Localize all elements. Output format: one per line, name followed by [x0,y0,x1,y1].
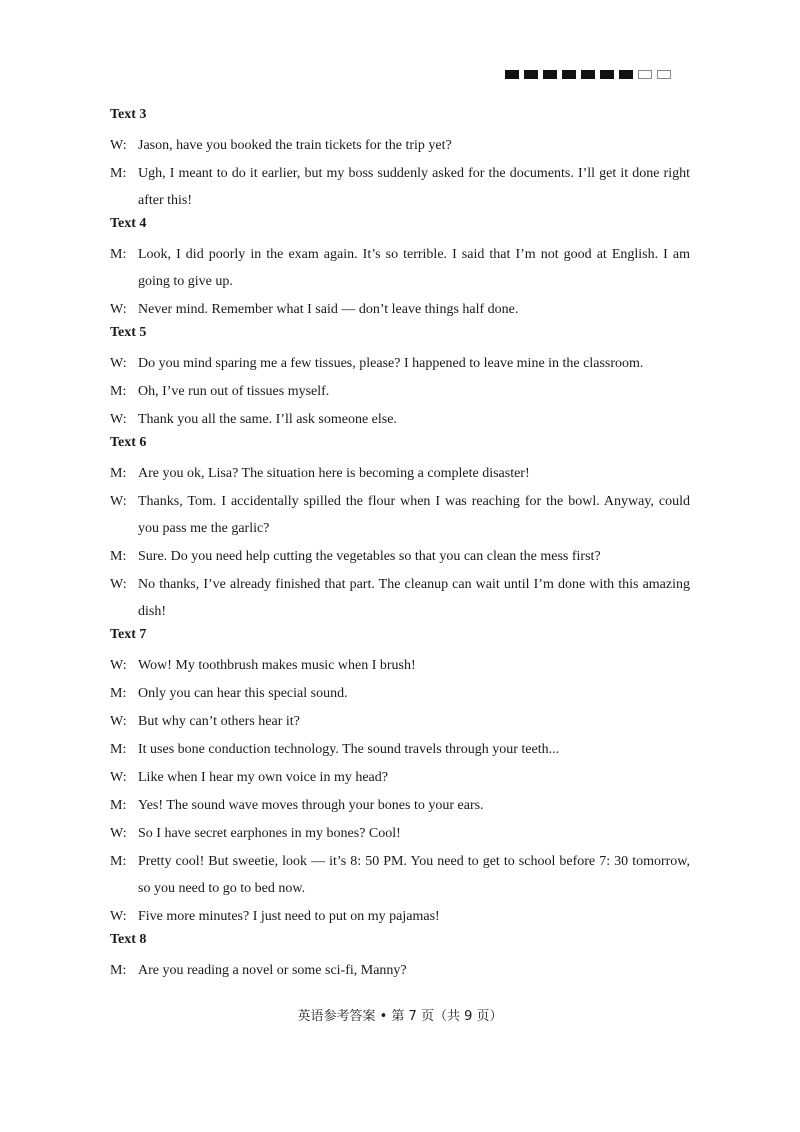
speaker-label: M: [110,549,127,564]
speaker-label: W: [110,494,127,509]
utterance-text: So I have secret earphones in my bones? Cool! [138,826,401,841]
dialogue-line [110,820,690,847]
speaker-label: W: [110,412,127,427]
speaker-label: W: [110,577,127,592]
utterance-text: Pretty cool! But sweetie, look — it’s 8: 50 PM. You need to get to school before 7: 30 tomorrow, so you need to go to bed now. [138,854,690,896]
speaker-label: W: [110,826,127,841]
speaker-label: W: [110,714,127,729]
utterance-text: Only you can hear this special sound. [138,686,348,701]
dialogue-line [110,792,690,819]
dialogue-line [110,903,690,930]
dialogue-line [110,736,690,763]
speaker-label: M: [110,742,127,757]
transcript-content [110,105,690,985]
dialogue-line [110,241,690,295]
utterance-text: Five more minutes? I just need to put on my pajamas! [138,909,440,924]
progress-segment-filled [505,70,519,79]
utterance-text: Sure. Do you need help cutting the vegetables so that you can clean the mess first? [138,549,601,564]
progress-segment-empty [638,70,652,79]
speaker-label: M: [110,798,127,813]
speaker-label: M: [110,963,127,978]
section-title: Text 3 [110,107,147,122]
speaker-label: W: [110,909,127,924]
dialogue-line [110,680,690,707]
speaker-label: W: [110,356,127,371]
section-title: Text 7 [110,627,147,642]
speaker-label: W: [110,302,127,317]
section-title: Text 6 [110,435,147,450]
dialogue-line [110,957,690,984]
dialogue-line [110,406,690,433]
speaker-label: M: [110,166,127,181]
progress-segment-filled [562,70,576,79]
utterance-text: No thanks, I’ve already finished that part. The cleanup can wait until I’m done with this amazing dish! [138,577,690,619]
dialogue-line [110,378,690,405]
progress-segment-filled [600,70,614,79]
utterance-text: But why can’t others hear it? [138,714,300,729]
utterance-text: Yes! The sound wave moves through your bones to your ears. [138,798,484,813]
progress-segment-empty [657,70,671,79]
speaker-label: M: [110,686,127,701]
dialogue-line [110,764,690,791]
dialogue-line [110,708,690,735]
dialogue-line [110,460,690,487]
dialogue-line [110,350,690,377]
utterance-text: Wow! My toothbrush makes music when I brush! [138,658,416,673]
speaker-label: M: [110,247,127,262]
section-title: Text 5 [110,325,147,340]
utterance-text: Look, I did poorly in the exam again. It’s so terrible. I said that I’m not good at English. I am going to give up. [138,247,690,289]
progress-segment-filled [543,70,557,79]
speaker-label: W: [110,138,127,153]
progress-segment-filled [619,70,633,79]
speaker-label: W: [110,770,127,785]
utterance-text: Thank you all the same. I’ll ask someone else. [138,412,397,427]
utterance-text: Are you reading a novel or some sci-fi, Manny? [138,963,407,978]
speaker-label: M: [110,384,127,399]
page-footer: 英语参考答案 • 第 7 页（共 9 页） [297,1009,503,1024]
section-title: Text 4 [110,216,147,231]
utterance-text: Like when I hear my own voice in my head? [138,770,388,785]
dialogue-line [110,652,690,679]
dialogue-line [110,848,690,902]
utterance-text: Are you ok, Lisa? The situation here is becoming a complete disaster! [138,466,530,481]
utterance-text: Thanks, Tom. I accidentally spilled the flour when I was reaching for the bowl. Anyway, could you pass me the garlic? [138,494,690,536]
dialogue-line [110,160,690,214]
progress-segment-filled [581,70,595,79]
speaker-label: W: [110,658,127,673]
utterance-text: Jason, have you booked the train tickets for the trip yet? [138,138,452,153]
utterance-text: Never mind. Remember what I said — don’t leave things half done. [138,302,519,317]
speaker-label: M: [110,466,127,481]
page-progress-indicator [505,70,671,79]
progress-segment-filled [524,70,538,79]
section-title: Text 8 [110,932,147,947]
dialogue-line [110,543,690,570]
dialogue-line [110,296,690,323]
dialogue-line [110,132,690,159]
utterance-text: Ugh, I meant to do it earlier, but my boss suddenly asked for the documents. I’ll get it done right after this! [138,166,690,208]
dialogue-line [110,488,690,542]
speaker-label: M: [110,854,127,869]
utterance-text: Oh, I’ve run out of tissues myself. [138,384,330,399]
utterance-text: It uses bone conduction technology. The sound travels through your teeth... [138,742,560,757]
utterance-text: Do you mind sparing me a few tissues, please? I happened to leave mine in the classroom. [138,356,644,371]
dialogue-line [110,571,690,625]
